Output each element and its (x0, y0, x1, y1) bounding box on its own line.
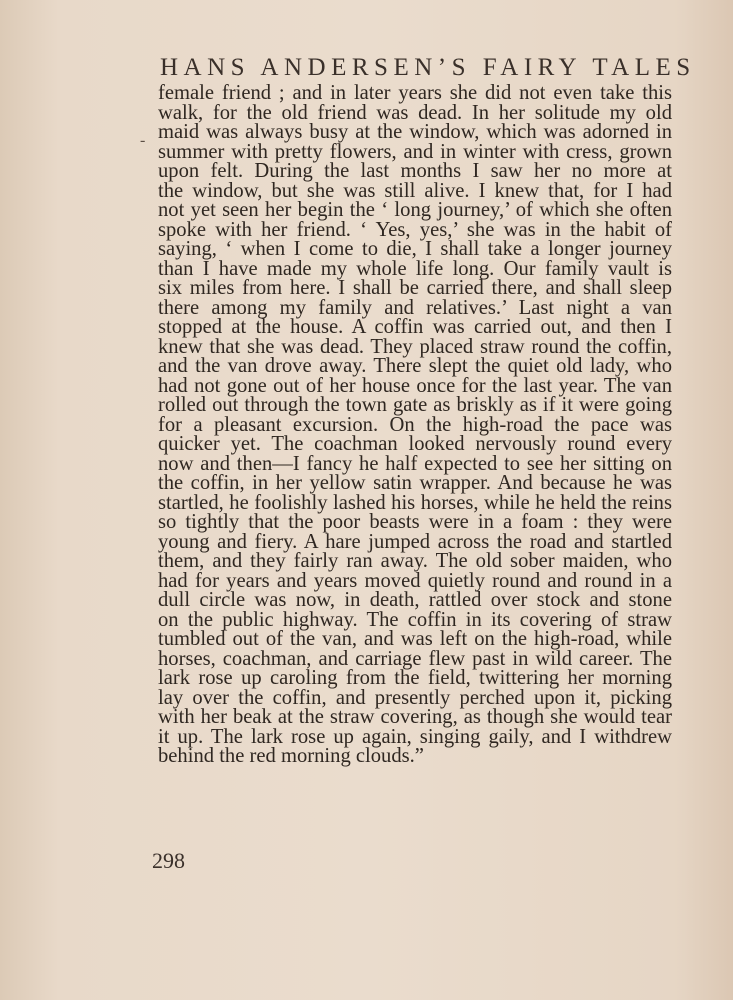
text-line: not yet seen her begin the ‘ long journey,’ of which she often (158, 199, 672, 221)
text-line: maid was always busy at the window, which was adorned in (158, 121, 672, 143)
text-line: the window, but she was still alive. I knew that, for I had (158, 179, 672, 202)
text-line: than I have made my whole life long. Our family vault is (158, 257, 672, 280)
text-line: had not gone out of her house once for the last year. The van (158, 374, 672, 397)
text-line: rolled out through the town gate as briskly as if it were going (158, 394, 672, 416)
text-line: horses, coachman, and carriage flew past in wild career. The (158, 647, 672, 670)
text-line: startled, he foolishly lashed his horses, while he held the reins (158, 491, 672, 514)
text-line: it up. The lark rose up again, singing gaily, and I withdrew (158, 725, 672, 748)
page-number: 298 (152, 848, 185, 873)
text-line: for a pleasant excursion. On the high-road the pace was (158, 413, 672, 436)
text-line: stopped at the house. A coffin was carried out, and then I (158, 316, 672, 338)
text-line: now and then—I fancy he half expected to see her sitting on (158, 452, 672, 475)
text-line: so tightly that the poor beasts were in a foam : they were (158, 511, 672, 533)
text-line: and the van drove away. There slept the quiet old lady, who (158, 355, 672, 377)
text-line: summer with pretty flowers, and in winter with cress, grown (158, 140, 672, 163)
text-line: knew that she was dead. They placed straw round the coffin, (158, 335, 672, 358)
text-line: tumbled out of the van, and was left on the high-road, while (158, 628, 672, 650)
text-line: the coffin, in her yellow satin wrapper. And because he was (158, 472, 672, 494)
text-line: walk, for the old friend was dead. In her solitude my old (158, 101, 672, 124)
text-line: six miles from here. I shall be carried there, and shall sleep (158, 277, 672, 299)
text-line: young and fiery. A hare jumped across the road and startled (158, 530, 672, 553)
text-line: lay over the coffin, and presently perched upon it, picking (158, 686, 672, 709)
text-line: quicker yet. The coachman looked nervously round every (158, 433, 672, 455)
text-line: with her beak at the straw covering, as though she would tear (158, 706, 672, 728)
text-line: lark rose up caroling from the field, twittering her morning (158, 667, 672, 689)
running-head: HANS ANDERSEN’S FAIRY TALES (160, 54, 696, 81)
body-text (158, 84, 672, 767)
margin-mark: - (140, 132, 146, 149)
text-line: on the public highway. The coffin in its covering of straw (158, 608, 672, 631)
text-line: had for years and years moved quietly round and round in a (158, 569, 672, 592)
text-line: dull circle was now, in death, rattled over stock and stone (158, 589, 672, 611)
text-line: saying, ‘ when I come to die, I shall take a longer journey (158, 238, 672, 260)
text-line: them, and they fairly ran away. The old sober maiden, who (158, 550, 672, 572)
text-line: behind the red morning clouds.” (158, 745, 424, 767)
text-line: upon felt. During the last months I saw her no more at (158, 160, 672, 182)
text-line: female friend ; and in later years she did not even take this (158, 82, 672, 104)
text-line: there among my family and relatives.’ Last night a van (158, 296, 672, 319)
text-line: spoke with her friend. ‘ Yes, yes,’ she was in the habit of (158, 218, 672, 241)
